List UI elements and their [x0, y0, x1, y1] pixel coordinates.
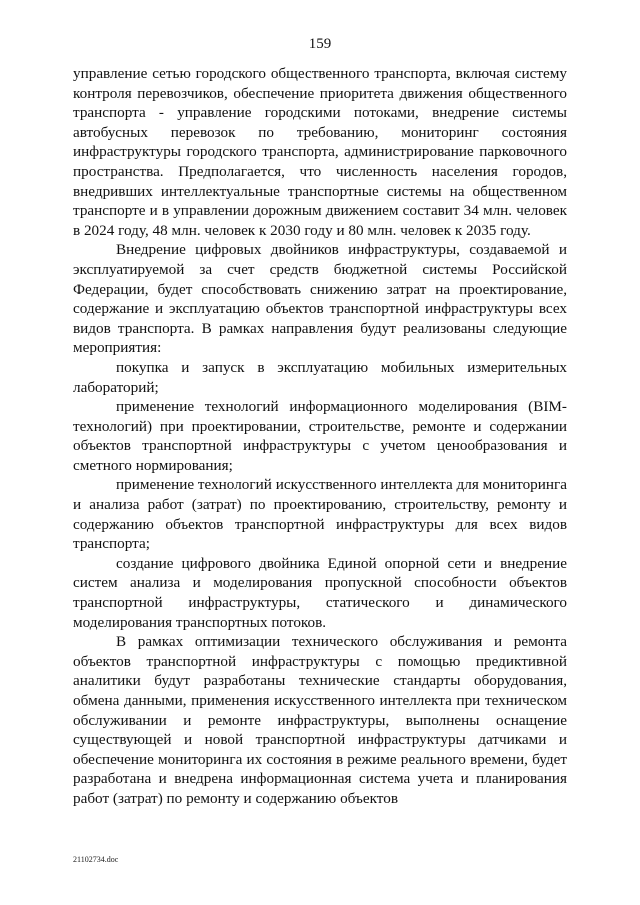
footer-filename: 21102734.doc: [73, 855, 119, 864]
paragraph-urban-transport-management: управление сетью городского общественного транспорта, включая систему контроля перевозчиков, обеспечение приоритета движения общественного транспорта - управление городскими потоками, внедрение системы автобусных перевозок по требованию, мониторинг состояния инфраструктуры городского транспорта, администрирование парковочного пространства. Предполагается, что численность населения городов, внедривших интеллектуальные транспортные системы на общественном транспорте и в управлении дорожным движением составит 34 млн. человек в 2024 году, 48 млн. человек к 2030 году и 80 млн. человек к 2035 году.: [73, 65, 567, 239]
paragraph-predictive-maintenance: В рамках оптимизации технического обслуживания и ремонта объектов транспортной инфраструктуры с помощью предиктивной аналитики будут разработаны технические стандарты оборудования, обмена данными, применения искусственного интеллекта при техническом обслуживании и ремонте инфраструктуры, выполнены оснащение существующей и новой транспортной инфраструктуры датчиками и обеспечение мониторинга их состояния в режиме реального времени, будет разработана и внедрена информационная система учета и планирования работ (затрат) по ремонту и содержанию объектов: [73, 633, 567, 807]
list-item-ai-monitoring: применение технологий искусственного интеллекта для мониторинга и анализа работ (затрат) по проектированию, строительству, ремонту и содержанию объектов транспортной инфраструктуры для всех видов транспорта;: [73, 476, 567, 553]
list-item-unified-network-twin: создание цифрового двойника Единой опорной сети и внедрение систем анализа и моделирования пропускной способности объектов транспортной инфраструктуры, статического и динамического моделирования транспортных потоков.: [73, 554, 567, 631]
paragraph-digital-twins: Внедрение цифровых двойников инфраструктуры, создаваемой и эксплуатируемой за счет средств бюджетной системы Российской Федерации, будет способствовать снижению затрат на проектирование, содержание и эксплуатацию объектов транспортной инфраструктуры всех видов транспорта. В рамках направления будут реализованы следующие мероприятия:: [73, 241, 567, 357]
list-item-mobile-labs: покупка и запуск в эксплуатацию мобильных измерительных лабораторий;: [73, 358, 567, 396]
list-item-bim-technologies: применение технологий информационного моделирования (BIM-технологий) при проектировании, строительстве, ремонте и содержании объектов транспортной инфраструктуры с учетом ценообразования и сметного нормирования;: [73, 398, 567, 474]
document-body: [73, 64, 567, 809]
page-number: 159: [308, 36, 332, 52]
